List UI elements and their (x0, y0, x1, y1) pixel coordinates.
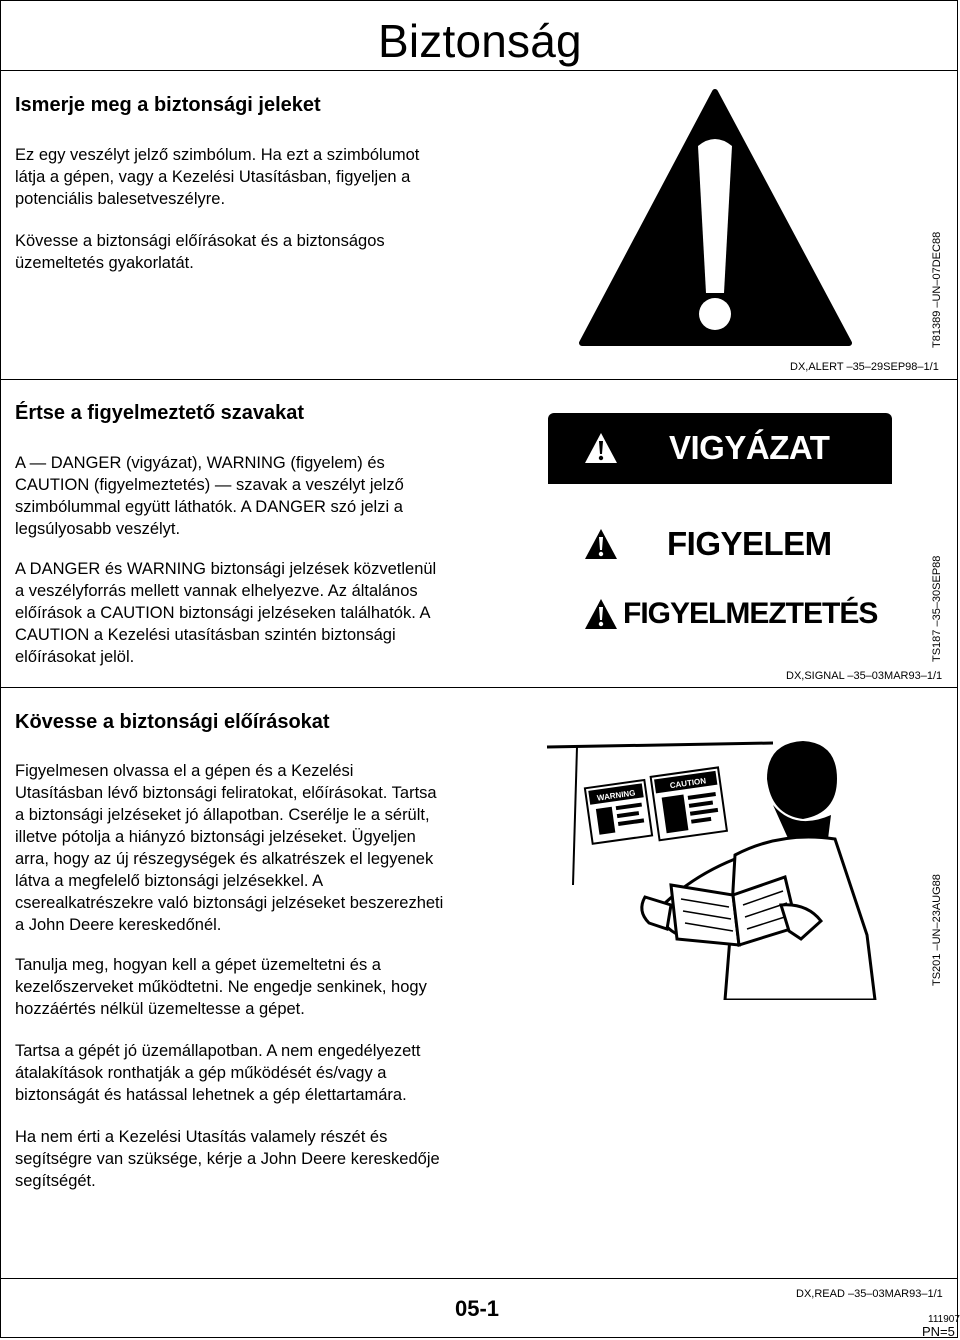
signal-danger-row (583, 426, 829, 470)
paragraph: A — DANGER (vigyázat), WARNING (figyelem) és CAUTION (figyelmeztetés) — szavak a veszélyt jelző szimbólummal együtt láthatók. A DANGER szó jelzi a legsúlyosabb veszélyt. (15, 454, 404, 538)
reference-code: DX,READ –35–03MAR93–1/1 (796, 1288, 943, 1300)
figure-id: TS187 –35–30SEP88 (931, 555, 943, 662)
signal-word-danger: VIGYÁZAT (669, 429, 830, 466)
decal-warning-text: WARNING (596, 788, 636, 803)
section-divider (0, 379, 958, 380)
safety-alert-icon (583, 527, 619, 561)
section-divider (0, 687, 958, 688)
paragraph: Ez egy veszélyt jelző szimbólum. Ha ezt a szimbólumot látja a gépen, vagy a Kezelési Utasításban, figyeljen a potenciális balesetveszélyre. (15, 146, 420, 208)
reference-code: DX,SIGNAL –35–03MAR93–1/1 (786, 670, 943, 682)
decal-caution-text: CAUTION (669, 776, 707, 791)
figure-id: TS201 –UN–23AUG88 (931, 874, 943, 986)
page-number: 05-1 (455, 1296, 500, 1321)
paragraph: A DANGER és WARNING biztonsági jelzések közvetlenül a veszélyforrás mellett vannak elhelyezve. Az általános előírások a CAUTION biztonsági jelzéseken találhatók. A CAUTION a Kezelési utasításban szintén biztonsági előírásokat jelöl. (15, 560, 437, 666)
page-title: Biztonság (378, 15, 582, 67)
section-heading-signal-words: Értse a figyelmeztető szavakat (15, 402, 305, 424)
signal-caution-row (583, 592, 877, 636)
section-heading-symbols: Ismerje meg a biztonsági jeleket (15, 94, 321, 116)
section-divider (0, 70, 958, 71)
paragraph: Kövesse a biztonsági előírásokat és a biztonságos üzemeltetés gyakorlatát. (15, 232, 385, 272)
signal-word-warning: FIGYELEM (667, 525, 832, 562)
figure-id: T81389 –UN–07DEC88 (931, 231, 943, 348)
safety-alert-icon (583, 597, 619, 631)
safety-alert-icon (583, 431, 619, 465)
reading-manual-illustration (545, 735, 915, 1000)
footer-code: 111907 (928, 1314, 960, 1325)
section-heading-safety-rules: Kövesse a biztonsági előírásokat (15, 711, 330, 733)
signal-warning-row (583, 522, 832, 566)
paragraph: Tartsa a gépét jó üzemállapotban. A nem engedélyezett átalakítások ronthatják a gép működését és/vagy a biztonságát és hatással lehetnek a gép élettartamára. (15, 1042, 421, 1104)
signal-words-band (548, 484, 892, 664)
reference-code: DX,ALERT –35–29SEP98–1/1 (790, 361, 939, 373)
pn-label: PN=5 (922, 1324, 955, 1339)
safety-alert-triangle-icon (578, 88, 853, 348)
signal-word-caution: FIGYELMEZTETÉS (623, 597, 878, 630)
paragraph: Figyelmesen olvassa el a gépen és a Kezelési Utasításban lévő biztonsági feliratokat, előírásokat. Tartsa a biztonsági jelzéseket jó állapotban. Cserélje le a sérült, illetve pótolja a hiányzó biztonsági jelzéseket. Ügyeljen arra, hogy az új részegységek és alkatrészek el legyenek látva a megfelelő biztonsági jelzésekkel. A cserealkatrészekre való biztonsági jelzéseket beszerezheti a John Deere kereskedőnél. (15, 762, 444, 934)
paragraph: Tanulja meg, hogyan kell a gépet üzemeltetni és a kezelőszerveket működtetni. Ne engedje senkinek, hogy hozzáértés nélkül üzemeltesse a gépet. (15, 956, 427, 1018)
footer-divider (0, 1278, 958, 1279)
paragraph: Ha nem érti a Kezelési Utasítás valamely részét és segítségre van szüksége, kérje a John Deere kereskedője segítségét. (15, 1128, 440, 1190)
